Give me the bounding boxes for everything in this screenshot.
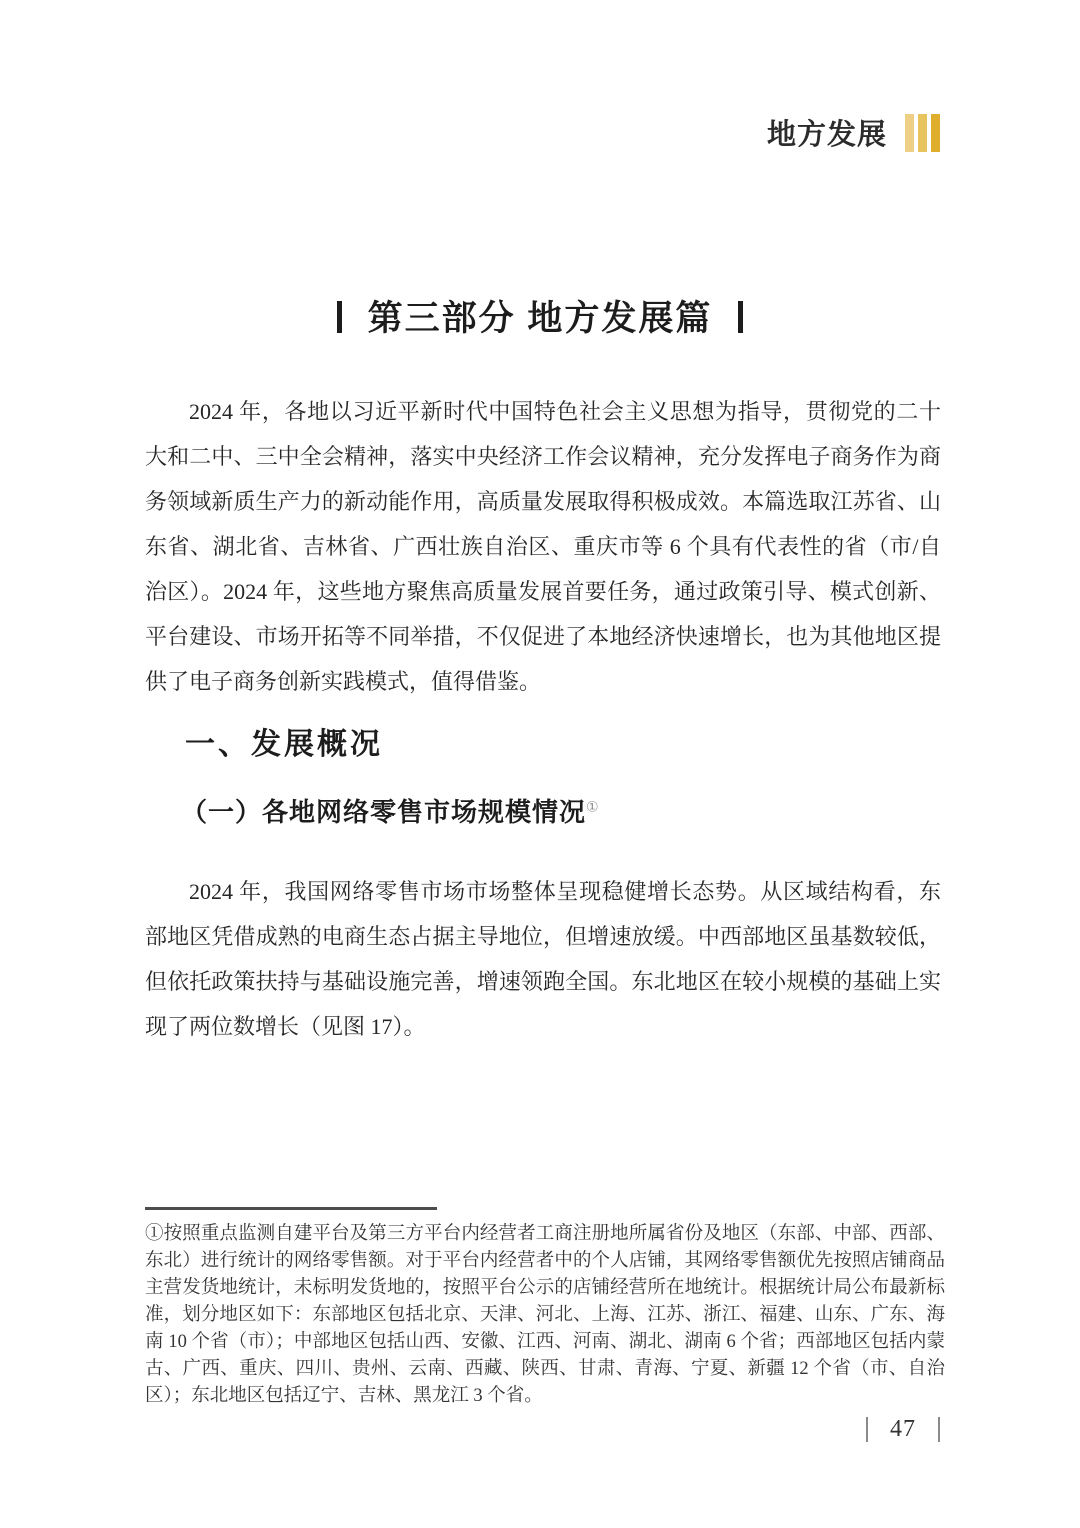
title-right-bar-icon bbox=[738, 301, 743, 333]
gold-bar-icon bbox=[905, 114, 914, 152]
page-number-value: 47 bbox=[890, 1416, 916, 1442]
subsection-heading-text: （一）各地网络零售市场规模情况 bbox=[181, 797, 587, 827]
overview-paragraph: 2024 年，我国网络零售市场市场整体呈现稳健增长态势。从区域结构看，东部地区凭借成熟的电商生态占据主导地位，但增速放缓。中西部地区虽基数较低，但依托政策扶持与基础设施完善，增速领跑全国。东北地区在较小规模的基础上实现了两位数增长（见图 17）。 bbox=[145, 879, 941, 1039]
footnote-block bbox=[145, 1207, 945, 1410]
section-heading: 一、发展概况 bbox=[185, 728, 383, 761]
page-number bbox=[866, 1416, 940, 1443]
footnote-divider bbox=[145, 1207, 437, 1210]
title-left-bar-icon bbox=[337, 301, 342, 333]
document-title bbox=[0, 291, 1080, 341]
page-number-left-bar-icon bbox=[866, 1417, 868, 1442]
footnote-text: ①按照重点监测自建平台及第三方平台内经营者工商注册地所属省份及地区（东部、中部、西部、东北）进行统计的网络零售额。对于平台内经营者中的个人店铺，其网络零售额优先按照店铺商品主营发货地统计，未标明发货地的，按照平台公示的店铺经营所在地统计。根据统计局公布最新标准，划分地区如下：东部地区包括北京、天津、河北、上海、江苏、浙江、福建、山东、广东、海南 10 个省（市）；中部地区包括山西、安徽、江西、河南、湖北、湖南 6 个省；西部地区包括内蒙古、广西、重庆、四川、贵州、云南、西藏、陕西、甘肃、青海、宁夏、新疆 12 个省（市、自治区）；东北地区包括辽宁、吉林、黑龙江 3 个省。 bbox=[145, 1224, 945, 1406]
document-title-text: 第三部分 地方发展篇 bbox=[367, 299, 713, 338]
subsection-heading bbox=[181, 792, 599, 829]
running-header bbox=[767, 112, 940, 153]
gold-bar-icon bbox=[931, 114, 940, 152]
gold-bar-icon bbox=[918, 114, 927, 152]
page-number-right-bar-icon bbox=[938, 1417, 940, 1442]
triple-gold-bars-icon bbox=[905, 114, 940, 152]
running-header-label: 地方发展 bbox=[766, 119, 887, 151]
footnote-marker: ① bbox=[586, 798, 599, 815]
intro-paragraph: 2024 年，各地以习近平新时代中国特色社会主义思想为指导，贯彻党的二十大和二中、三中全会精神，落实中央经济工作会议精神，充分发挥电子商务作为商务领域新质生产力的新动能作用，高质量发展取得积极成效。本篇选取江苏省、山东省、湖北省、吉林省、广西壮族自治区、重庆市等 6 个具有代表性的省（市/自治区）。2024 年，这些地方聚焦高质量发展首要任务，通过政策引导、模式创新、平台建设、市场开拓等不同举措，不仅促进了本地经济快速增长，也为其他地区提供了电子商务创新实践模式，值得借鉴。 bbox=[145, 399, 941, 694]
